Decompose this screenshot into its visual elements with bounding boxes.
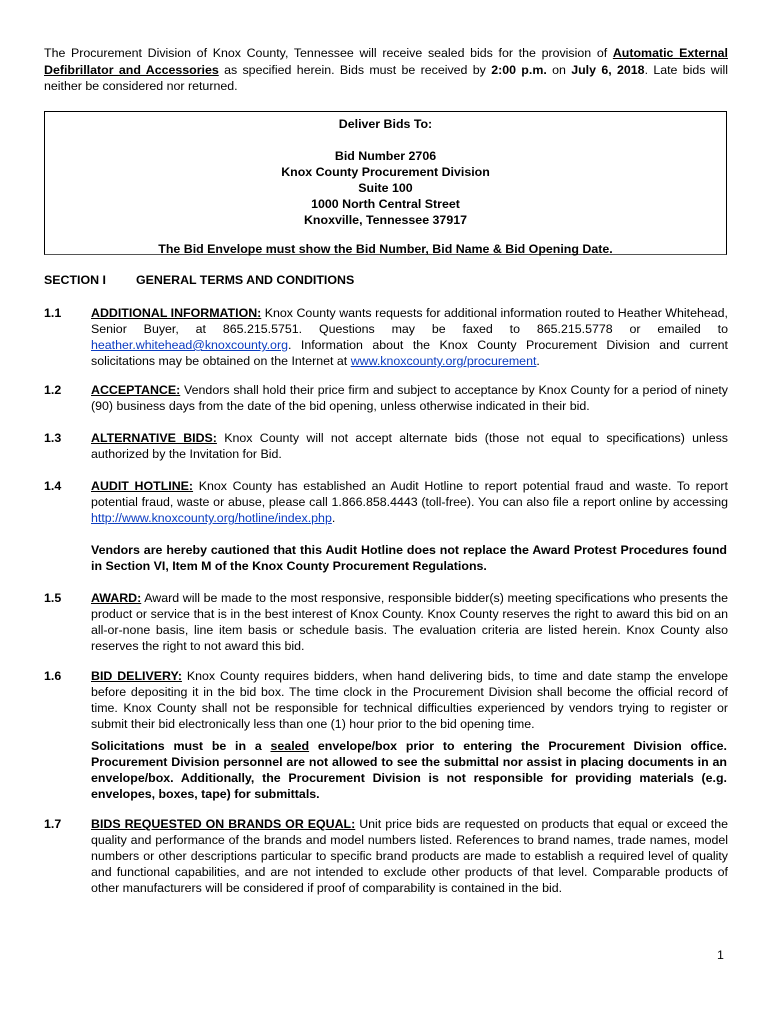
section-number: SECTION I [44, 273, 106, 287]
street-address: 1000 North Central Street [311, 197, 460, 211]
item-number: 1.4 [44, 479, 62, 493]
item-text: Vendors shall hold their price firm and subject to acceptance by Knox County for a period of ninety (90) business days from the date of the bid opening, unless otherwise indicated in their bid. [91, 383, 728, 413]
audit-hotline-caution: Vendors are hereby cautioned that this Audit Hotline does not replace the Award Protest Procedures found in Section VI, Item M of the Knox County Procurement Regulations. [91, 543, 727, 573]
item-text: . [331, 511, 336, 525]
envelope-note: The Bid Envelope must show the Bid Number, Bid Name & Bid Opening Date. [158, 242, 613, 256]
item-body [91, 430, 728, 462]
item-body [91, 305, 728, 369]
item-text: Knox County has established an Audit Hotline to report potential fraud and waste. To report potential fraud, waste or abuse, please call 1.866.858.4443 (toll-free). You can also file a report online by accessing [91, 479, 728, 509]
bid-name: Automatic External Defibrillator and Accessories [44, 46, 728, 77]
item-text: . Information about the Knox County Procurement Division and current solicitations may be obtained on the Internet at [91, 338, 728, 368]
item-title: BID DELIVERY: [91, 669, 182, 683]
item-body [91, 478, 728, 526]
item-text: Knox County will not accept alternate bids (those not equal to specifications) unless authorized by the Invitation for Bid. [91, 431, 728, 461]
item-body [91, 382, 728, 414]
item-text: Unit price bids are requested on products that equal or exceed the quality and performance of the brands and model numbers listed. References to brand names, trade names, model numbers or other descriptions particular to specific brand products are made to establish a required level of quality and functional capabilities, and are not intended to exclude other products of that level. Comparable products of other manufacturers will be considered if proof of comparability is contained in the bid. [91, 817, 728, 895]
item-text: Knox County wants requests for additional information routed to Heather Whitehead, Senior Buyer, at 865.215.5751. Questions may be faxed to 865.215.5778 or emailed to [91, 306, 728, 336]
intro-text: as specified herein. Bids must be received by [218, 62, 492, 77]
sealed-submittal-note [91, 738, 727, 802]
item-text: Award will be made to the most responsive, responsible bidder(s) meeting specifications who presents the product or service that is in the best interest of Knox County. Knox County reserves the right to award this bid on an all-or-none basis, line item basis or schedule basis. The evaluation criteria are listed herein. Knox County also reserves the right to not award this bid. [91, 591, 728, 653]
item-text: . [536, 354, 540, 368]
page-number: 1 [717, 948, 724, 962]
item-number: 1.3 [44, 431, 62, 445]
bid-due-time: 2:00 p.m. [491, 62, 547, 77]
item-number: 1.1 [44, 306, 62, 320]
procurement-link[interactable]: www.knoxcounty.org/procurement [350, 354, 537, 368]
division-name: Knox County Procurement Division [281, 165, 490, 179]
item-text: Knox County requires bidders, when hand delivering bids, to time and date stamp the envelope before depositing it in the bid box. The time clock in the Procurement Division shall become the official record of time. Knox County shall not be responsible for technical difficulties experienced by vendors trying to register or submit their bid electronically less than one (1) hour prior to the bid opening time. [91, 669, 728, 731]
deliver-heading: Deliver Bids To: [338, 117, 433, 131]
item-body [91, 816, 728, 896]
intro-text: The Procurement Division of Knox County, Tennessee will receive sealed bids for the provision of [44, 46, 613, 60]
section-heading [44, 272, 355, 288]
item-number: 1.6 [44, 669, 62, 683]
item-title: AWARD: [91, 591, 142, 605]
item-title: ALTERNATIVE BIDS: [91, 431, 217, 445]
note-sealed: sealed [270, 739, 310, 753]
intro-text: . Late bids will neither be considered nor returned. [44, 62, 729, 93]
item-title: BIDS REQUESTED ON BRANDS OR EQUAL: [91, 817, 356, 831]
intro-text: on [546, 62, 572, 77]
deliver-bids-box [44, 111, 727, 255]
hotline-link[interactable]: http://www.knoxcounty.org/hotline/index.php [91, 511, 332, 525]
item-body [91, 590, 728, 654]
note-text: Solicitations must be in a [91, 739, 271, 753]
section-title: GENERAL TERMS AND CONDITIONS [136, 273, 355, 287]
bid-number: Bid Number 2706 [334, 149, 437, 163]
item-title: ADDITIONAL INFORMATION: [91, 306, 262, 320]
item-title: AUDIT HOTLINE: [91, 479, 194, 493]
city-state-zip: Knoxville, Tennessee 37917 [303, 213, 467, 227]
item-title: ACCEPTANCE: [91, 383, 181, 397]
email-link[interactable]: heather.whitehead@knoxcounty.org [91, 338, 288, 352]
item-body [91, 668, 728, 732]
item-number: 1.2 [44, 383, 62, 397]
note-text: envelope/box prior to entering the Procurement Division office. Procurement Division personnel are not allowed to see the submittal nor assist in placing documents in an envelope/box. Additionally, the Procurement Division is not responsible for providing materials (e.g. envelopes, boxes, tape) for submittals. [91, 739, 727, 801]
suite: Suite 100 [358, 181, 413, 195]
item-number: 1.5 [44, 591, 62, 605]
intro-paragraph [44, 45, 728, 95]
bid-due-date: July 6, 2018 [571, 62, 645, 77]
item-number: 1.7 [44, 817, 62, 831]
